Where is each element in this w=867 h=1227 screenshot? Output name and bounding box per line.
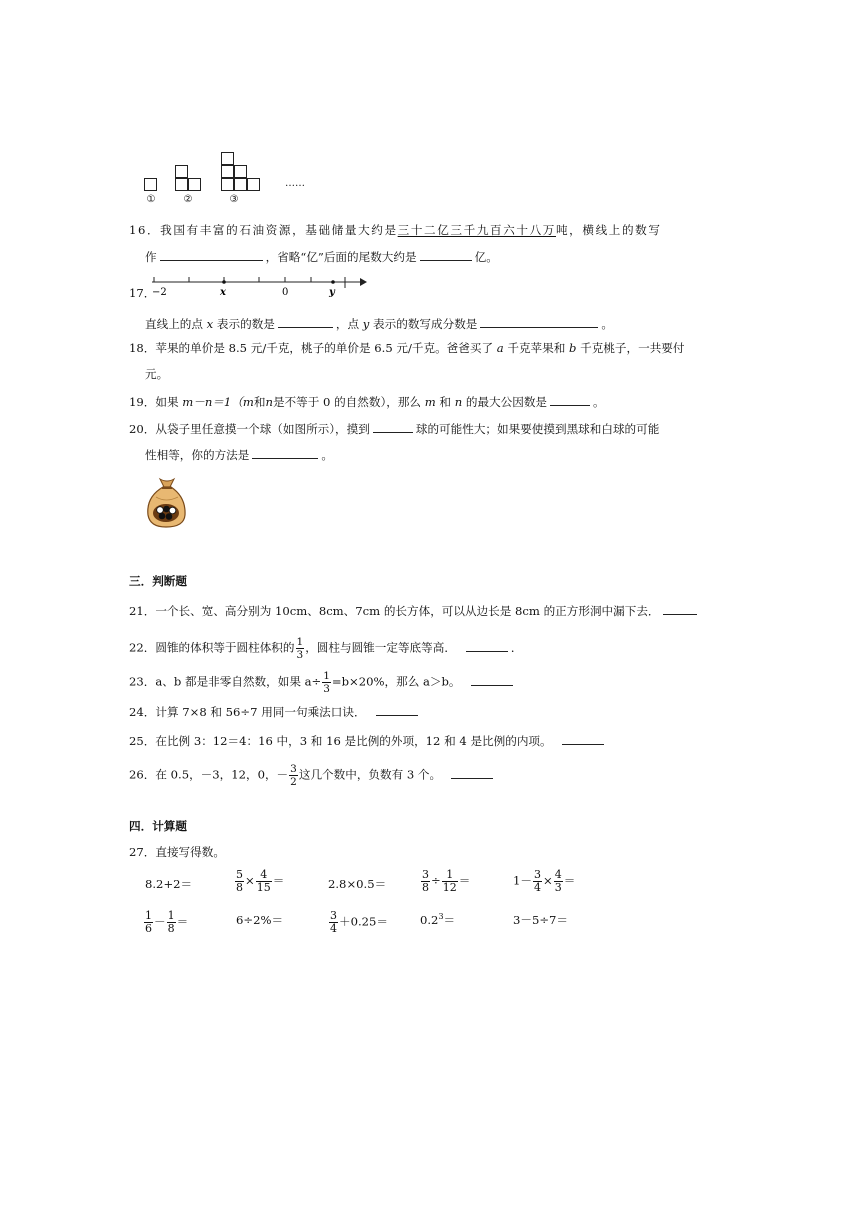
block-square	[247, 178, 260, 191]
question-16-line-2: 作 ，省略“亿”后面的尾数大约是 亿。	[145, 250, 498, 264]
question-number: 23．	[129, 674, 156, 689]
calc-item: $0.2^3=$	[420, 912, 456, 927]
block-square	[234, 165, 247, 178]
question-24: 24．计算 7×8 和 56÷7 用同一句乘法口诀．	[129, 703, 421, 720]
block-square	[234, 178, 247, 191]
question-number: 27．	[129, 845, 156, 859]
answer-blank[interactable]	[471, 673, 513, 686]
tick-label-x: x	[220, 287, 226, 298]
question-number: 19．	[129, 395, 156, 409]
question-23: 23．a、b 都是非零自然数，如果 a÷ $\frac{1}{3}$ =b×20%，那么 a＞b。	[129, 670, 516, 695]
answer-blank[interactable]	[278, 315, 333, 328]
calc-item: 3－5÷7＝	[513, 913, 569, 927]
block-square	[221, 152, 234, 165]
figure-label-3: ③	[229, 194, 239, 205]
answer-blank[interactable]	[480, 315, 598, 328]
fraction: $\frac{3}{2}$	[290, 763, 297, 788]
question-22: 22．圆锥的体积等于圆柱体积的 $\frac{1}{3}$ ，圆柱与圆锥一定等底等高． ．	[129, 636, 523, 661]
calc-item: $\frac{3}{8}$ ÷ $\frac{1}{12}$ ＝	[422, 868, 471, 894]
question-16-line-1: 16．我国有丰富的石油资源，基础储量大约是三十二亿三千九百六十八万吨，横线上的数写	[129, 223, 662, 237]
block-square	[188, 178, 201, 191]
block-square	[175, 178, 188, 191]
question-number: 16．	[129, 223, 161, 237]
block-square	[221, 178, 234, 191]
block-square	[221, 165, 234, 178]
tick-label-y: y	[329, 287, 335, 298]
answer-blank[interactable]	[466, 639, 508, 652]
question-number: 21．	[129, 604, 156, 618]
question-number: 22．	[129, 640, 156, 655]
ball-bag-illustration	[142, 475, 190, 530]
tick-label-zero: 0	[282, 287, 289, 298]
answer-blank[interactable]	[451, 766, 493, 779]
question-18-line-1: 18．苹果的单价是 8.5 元/千克，桃子的单价是 6.5 元/千克。爸爸买了 a 千克苹果和 b 千克桃子，一共要付	[129, 341, 685, 355]
answer-blank[interactable]	[663, 602, 697, 615]
figure-label-1: ①	[146, 194, 156, 205]
question-17-number: 17．	[129, 286, 156, 300]
question-20-line-1: 20．从袋子里任意摸一个球（如图所示），摸到 球的可能性大；如果要使摸到黑球和白球的可能	[129, 422, 660, 436]
question-18-line-2: 元。	[145, 367, 169, 381]
calc-item: 8.2+2＝	[145, 877, 193, 891]
fraction: $\frac{1}{3}$	[296, 636, 304, 661]
answer-blank[interactable]	[376, 703, 418, 716]
block-square	[175, 165, 188, 178]
question-27: 27．直接写得数。	[129, 845, 225, 859]
calc-item: 1－ $\frac{3}{4}$ × $\frac{4}{3}$ ＝	[513, 868, 576, 894]
calc-item: $\frac{3}{4}$ ＋0.25＝	[330, 909, 389, 935]
calc-item: $\frac{5}{8}$ × $\frac{4}{15}$ ＝	[236, 868, 285, 894]
underlined-number-words: 三十二亿三千九百六十八万	[397, 223, 556, 237]
question-21: 21．一个长、宽、高分别为 10cm、8cm、7cm 的长方体，可以从边长是 8cm 的正方形洞中漏下去．	[129, 602, 700, 619]
question-26: 26．在 0.5，－3，12，0，－ $\frac{3}{2}$ 这几个数中，负数有 3 个。	[129, 763, 496, 788]
calc-item: 6÷2%＝	[236, 913, 284, 927]
question-20-line-2: 性相等，你的方法是 。	[145, 448, 333, 462]
question-19: 19．如果 m－n＝1（m和n是不等于 0 的自然数），那么 m 和 n 的最大公因数是 。	[129, 395, 605, 409]
tick-label-neg2: −2	[152, 287, 167, 298]
calc-item: $\frac{1}{6}$ － $\frac{1}{8}$ ＝	[145, 909, 189, 935]
block-pattern-figure	[140, 150, 310, 210]
fraction: $\frac{1}{3}$	[323, 670, 330, 695]
calc-item: 2.8×0.5＝	[328, 877, 387, 891]
answer-blank[interactable]	[420, 248, 472, 261]
answer-blank[interactable]	[562, 732, 604, 745]
figure-label-2: ②	[183, 194, 193, 205]
question-25: 25．在比例 3：12＝4：16 中，3 和 16 是比例的外项，12 和 4 是比例的内项。	[129, 732, 607, 749]
number-line	[148, 274, 368, 300]
question-number: 20．	[129, 422, 156, 436]
block-square	[144, 178, 157, 191]
ellipsis: ……	[285, 178, 305, 189]
question-number: 26．	[129, 767, 156, 782]
question-number: 18．	[129, 341, 156, 355]
answer-blank[interactable]	[252, 446, 318, 459]
answer-blank[interactable]	[550, 393, 590, 406]
answer-blank[interactable]	[373, 420, 413, 433]
question-number: 25．	[129, 734, 156, 748]
question-17-text: 直线上的点 x 表示的数是 ，点 y 表示的数写成分数是 。	[145, 317, 613, 331]
section-heading-judgment: 三．判断题	[129, 574, 187, 588]
question-number: 24．	[129, 705, 156, 719]
section-heading-calculation: 四．计算题	[129, 819, 187, 833]
answer-blank[interactable]	[160, 248, 263, 261]
